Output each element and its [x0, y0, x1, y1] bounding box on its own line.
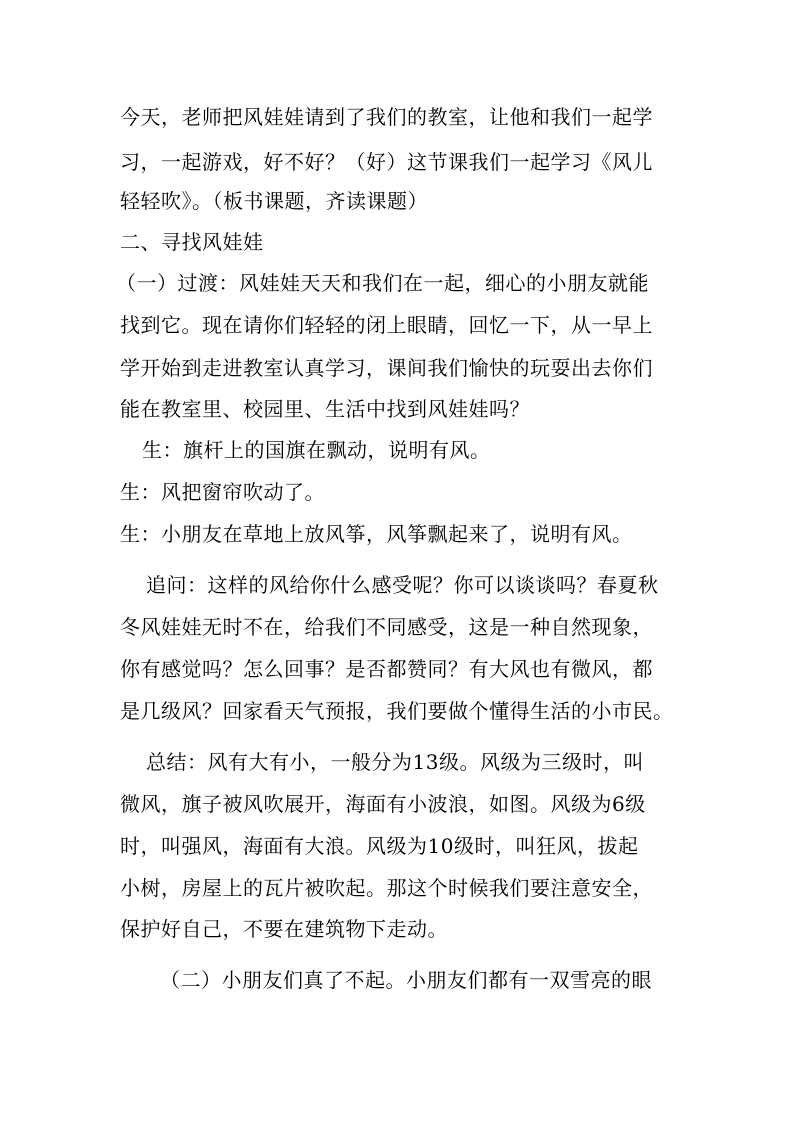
paragraph-line: 保护好自己，不要在建筑物下走动。	[120, 917, 448, 941]
paragraph-line: 冬风娃娃无时不在，给我们不同感受，这是一种自然现象，	[120, 615, 653, 639]
paragraph-line: 轻轻吹》。（板书课题，齐读课题）	[120, 189, 428, 213]
student-answer: 生：风把窗帘吹动了。	[120, 480, 325, 504]
paragraph-line: 追问：这样的风给你什么感受呢？你可以谈谈吗？春夏秋	[146, 573, 659, 597]
paragraph-line: 找到它。现在请你们轻轻的闭上眼睛，回忆一下，从一早上	[120, 313, 653, 337]
student-answer: 生：小朋友在草地上放风筝，风筝飘起来了，说明有风。	[120, 522, 633, 546]
paragraph-line: 学开始到走进教室认真学习，课间我们愉快的玩耍出去你们	[120, 356, 653, 380]
paragraph-line: 总结：风有大有小，一般分为13级。风级为三级时，叫	[146, 750, 644, 774]
paragraph-line: 习，一起游戏，好不好？（好）这节课我们一起学习《风儿	[120, 150, 653, 174]
paragraph-line: 能在教室里、校园里、生活中找到风娃娃吗？	[120, 397, 530, 421]
paragraph-line: （二）小朋友们真了不起。小朋友们都有一双雪亮的眼	[160, 968, 652, 992]
paragraph-line: 今天，老师把风娃娃请到了我们的教室，让他和我们一起学	[120, 105, 653, 129]
paragraph-line: 微风，旗子被风吹展开，海面有小波浪，如图。风级为6级	[120, 792, 646, 816]
paragraph-line: （一）过渡：风娃娃天天和我们在一起，细心的小朋友就能	[116, 271, 649, 295]
section-heading: 二、寻找风娃娃	[120, 230, 264, 254]
paragraph-line: 时，叫强风，海面有大浪。风级为10级时，叫狂风，拔起	[120, 834, 639, 858]
paragraph-line: 是几级风？回家看天气预报，我们要做个懂得生活的小市民。	[120, 699, 674, 723]
student-answer: 生：旗杆上的国旗在飘动，说明有风。	[142, 438, 491, 462]
paragraph-line: 小树，房屋上的瓦片被吹起。那这个时候我们要注意安全，	[120, 876, 653, 900]
paragraph-line: 你有感觉吗？怎么回事？是否都赞同？有大风也有微风，都	[120, 657, 653, 681]
